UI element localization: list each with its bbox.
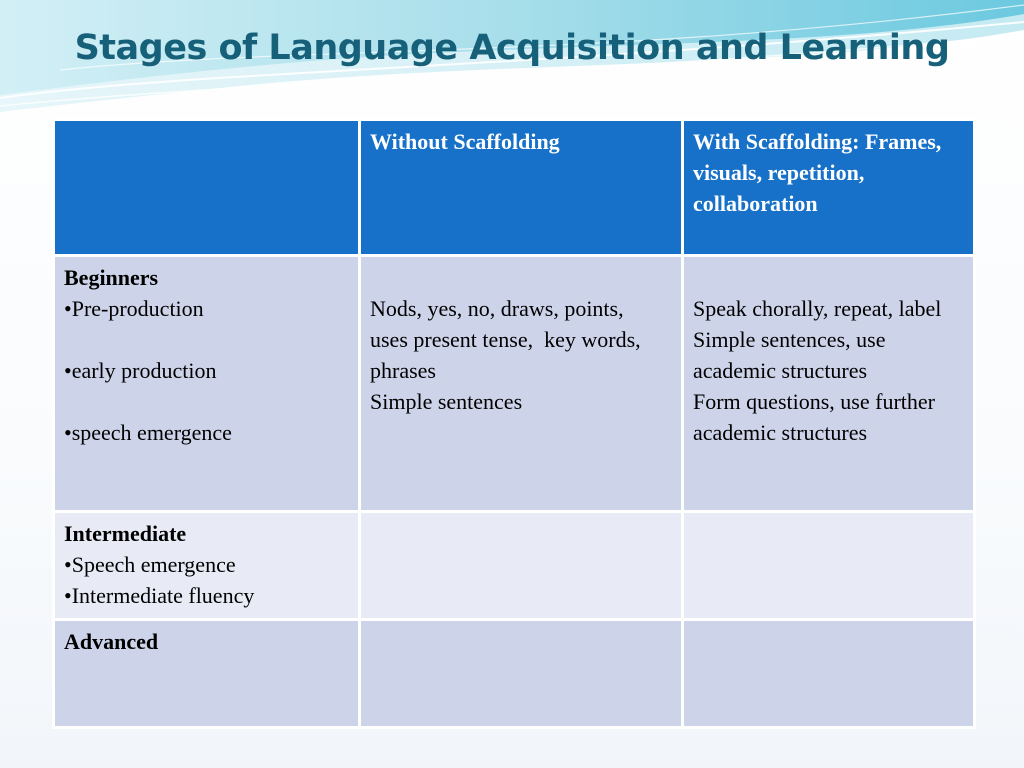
spacer [370,262,672,293]
slide-title: Stages of Language Acquisition and Learning [74,28,950,68]
with-cell-beginners [683,256,975,512]
stage-name: Advanced [64,629,159,654]
stage-cell-intermediate [54,512,360,620]
table-row-beginners [54,256,975,512]
table-row-intermediate [54,512,975,620]
cell-line: Nods, yes, no, draws, points, [370,296,624,321]
cell-line: Speak chorally, repeat, label [693,296,942,321]
header-cell-empty [54,120,360,256]
header-without-scaffolding: Without Scaffolding [360,120,683,256]
stage-cell-beginners [54,256,360,512]
substage-item: •Pre-production [64,296,204,321]
substage-item: •Speech emergence [64,552,236,577]
stage-name: Intermediate [64,521,187,546]
stages-table [52,118,976,729]
cell-line: Form questions, use further academic structures [693,389,941,445]
substage-item: •speech emergence [64,420,232,445]
cell-line: Simple sentences [370,389,523,414]
stage-name: Beginners [64,265,159,290]
stage-cell-advanced [54,620,360,728]
without-cell-advanced [360,620,683,728]
cell-line: uses present tense, key words, phrases [370,327,647,383]
spacer [64,386,349,417]
substage-item: •Intermediate fluency [64,583,255,608]
with-cell-advanced [683,620,975,728]
without-cell-beginners [360,256,683,512]
spacer [693,262,964,293]
without-cell-intermediate [360,512,683,620]
table-row-advanced [54,620,975,728]
header-with-scaffolding: With Scaffolding: Frames, visuals, repetition, collaboration [683,120,975,256]
header-row [54,120,975,256]
spacer [64,324,349,355]
substage-item: •early production [64,358,217,383]
cell-line: Simple sentences, use academic structures [693,327,891,383]
with-cell-intermediate [683,512,975,620]
